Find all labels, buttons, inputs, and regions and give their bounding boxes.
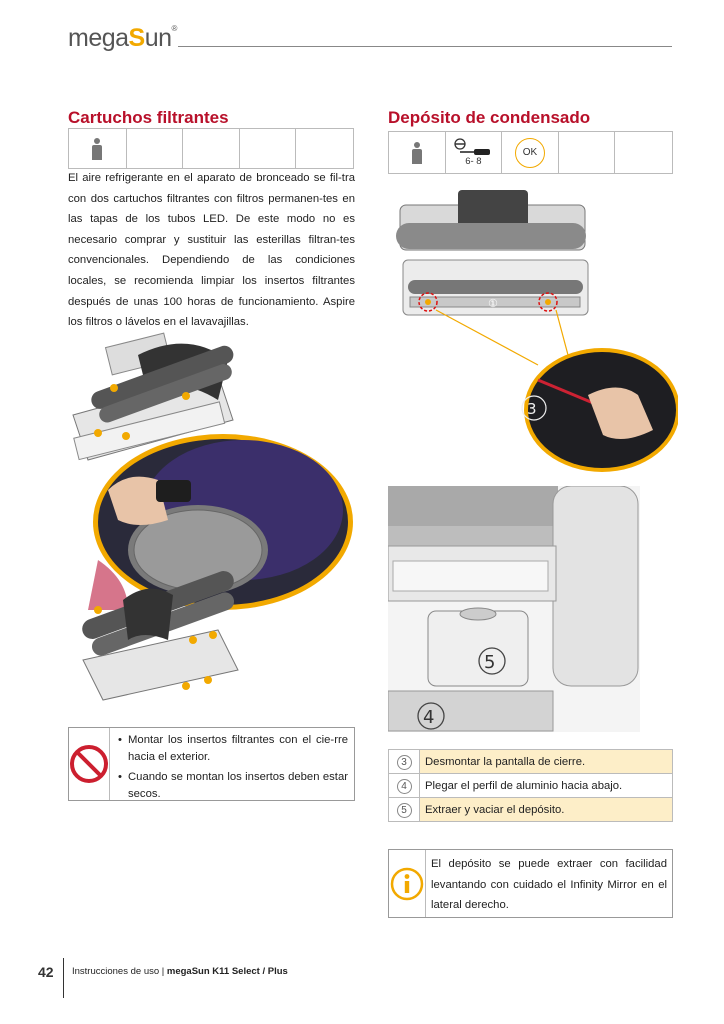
- screwdriver-icon: [452, 138, 494, 158]
- logo-registered: ®: [171, 24, 177, 33]
- step-text: Plegar el perfil de aluminio hacia abajo.: [420, 774, 673, 798]
- warning-item: • Montar los insertos filtrantes con el cie-rre hacia el exterior.: [118, 732, 348, 766]
- callout-5: 5: [484, 652, 496, 673]
- step-number-3: 3: [397, 755, 412, 770]
- device-front-drawing: [396, 190, 588, 315]
- step-row: [389, 798, 673, 822]
- requirements-row-filters: [68, 128, 354, 169]
- section-title-condensate: Depósito de condensado: [388, 108, 591, 127]
- steps-table: [388, 749, 673, 822]
- info-box: [388, 849, 673, 918]
- filters-description: El aire refrigerante en el aparato de bronceado se fil-tra con dos cartuchos filtrantes con filtros permanen-tes en las tapas de los tubos LED. De este modo no es necesario comprar y sustituir las esterillas filtran-tes convencionales. Dependiendo de las condiciones locales, se recomienda limpiar los insertos filtrantes después de unas 100 horas de funcionamiento. Aspire los filtros o lávelos en el lavavajillas.: [68, 172, 355, 329]
- prohibition-icon-cell: [69, 728, 110, 800]
- step-number-5: 5: [397, 803, 412, 818]
- tool-cell: [446, 132, 503, 173]
- info-icon: [389, 866, 425, 902]
- step-row: [389, 774, 673, 798]
- footer-divider: [63, 958, 64, 998]
- step-number-4: 4: [397, 779, 412, 794]
- screwdriver-zoom: [522, 348, 678, 472]
- person-icon: [92, 138, 102, 160]
- requirement-cell: [615, 132, 672, 173]
- logo-s: S: [128, 24, 145, 52]
- warning-list: [110, 728, 354, 800]
- requirement-cell: [183, 129, 240, 168]
- callout-4: 4: [423, 707, 435, 728]
- condensate-tank-illustration: [388, 486, 640, 732]
- callout-3: 3: [527, 400, 537, 418]
- requirement-cell: [240, 129, 297, 168]
- requirements-row-condensate: [388, 131, 673, 174]
- logo-mega: mega: [68, 24, 129, 52]
- callout-1: ①: [488, 297, 498, 310]
- footer-caption: [72, 966, 288, 977]
- step-number: [389, 774, 420, 798]
- requirement-cell: [296, 129, 353, 168]
- requirement-cell: [127, 129, 184, 168]
- step-text: Desmontar la pantalla de cierre.: [420, 750, 673, 774]
- info-icon-cell: [389, 850, 426, 917]
- logo-un: un: [144, 24, 172, 52]
- requirement-cell: [69, 129, 127, 168]
- step-number: [389, 798, 420, 822]
- brand-logo: [68, 24, 177, 53]
- prohibition-icon: [69, 744, 109, 784]
- person-icon: [412, 142, 422, 164]
- step-number: [389, 750, 420, 774]
- closing-screen-illustration: [388, 185, 678, 475]
- info-text: El depósito se puede extraer con facilidad levantando con cuidado el Infinity Mirror en el lateral derecho.: [431, 858, 667, 911]
- section-title-filters: Cartuchos filtrantes: [68, 108, 229, 127]
- requirement-cell: [389, 132, 446, 173]
- step-row: [389, 750, 673, 774]
- footer-product: megaSun K11 Select / Plus: [166, 966, 288, 977]
- ok-badge: OK: [515, 138, 545, 168]
- warning-item: • Cuando se montan los insertos deben estar secos.: [118, 769, 348, 803]
- step-text: Extraer y vaciar el depósito.: [420, 798, 673, 822]
- warning-box: [68, 727, 355, 801]
- filter-cartridge-illustration: [68, 330, 358, 725]
- ok-cell: [502, 132, 559, 173]
- requirement-cell: [559, 132, 616, 173]
- tool-size-label: 6- 8: [465, 156, 482, 167]
- header-divider: [178, 46, 672, 47]
- page-number: 42: [38, 964, 54, 980]
- footer-prefix: Instrucciones de uso |: [72, 966, 167, 977]
